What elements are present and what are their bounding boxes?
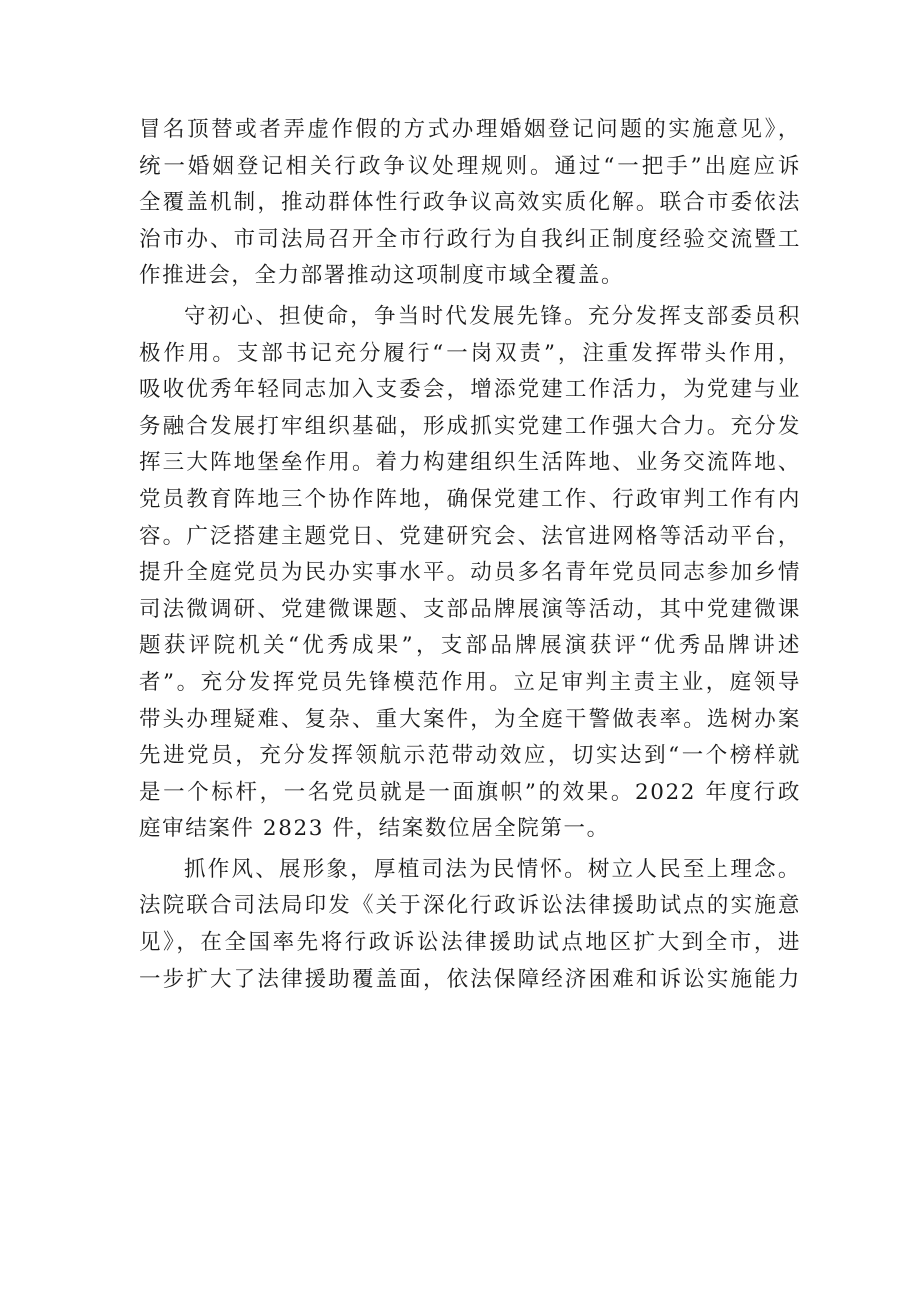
text-line: 吸收优秀年轻同志加入支委会，增添党建工作活力，为党建与业 <box>139 377 801 403</box>
text-line: 庭审结案件 2823 件，结案数位居全院第一。 <box>139 816 610 842</box>
text-line: 司法微调研、党建微课题、支部品牌展演等活动，其中党建微课 <box>139 596 801 622</box>
text-line: 极作用。支部书记充分履行“一岗双责”，注重发挥带头作用， <box>139 340 801 366</box>
text-line: 一步扩大了法律援助覆盖面，依法保障经济困难和诉讼实施能力 <box>139 966 801 992</box>
text-line: 题获评院机关“优秀成果”，支部品牌展演获评“优秀品牌讲述 <box>139 633 801 659</box>
text-line: 务融合发展打牢组织基础，形成抓实党建工作强大合力。充分发 <box>139 413 801 439</box>
text-line: 统一婚姻登记相关行政争议处理规则。通过“一把手”出庭应诉 <box>139 153 801 179</box>
text-line: 法院联合司法局印发《关于深化行政诉讼法律援助试点的实施意 <box>139 893 801 919</box>
text-line: 者”。充分发挥党员先锋模范作用。立足审判主责主业，庭领导 <box>139 669 801 695</box>
text-line: 全覆盖机制，推动群体性行政争议高效实质化解。联合市委依法 <box>139 190 801 216</box>
body-text <box>139 112 801 998</box>
text-line: 治市办、市司法局召开全市行政行为自我纠正制度经验交流暨工 <box>139 226 801 252</box>
text-line: 守初心、担使命，争当时代发展先锋。充分发挥支部委员积 <box>184 303 801 329</box>
text-line: 是一个标杆，一名党员就是一面旗帜”的效果。2022 年度行政 <box>139 779 801 805</box>
text-line: 挥三大阵地堡垒作用。着力构建组织生活阵地、业务交流阵地、 <box>139 450 801 476</box>
text-line: 见》，在全国率先将行政诉讼法律援助试点地区扩大到全市，进 <box>139 930 801 956</box>
text-line: 党员教育阵地三个协作阵地，确保党建工作、行政审判工作有内 <box>139 486 801 512</box>
text-line: 提升全庭党员为民办实事水平。动员多名青年党员同志参加乡情 <box>139 560 801 586</box>
text-line: 冒名顶替或者弄虚作假的方式办理婚姻登记问题的实施意见》， <box>139 117 801 142</box>
text-line: 抓作风、展形象，厚植司法为民情怀。树立人民至上理念。 <box>184 856 801 882</box>
text-line: 先进党员，充分发挥领航示范带动效应，切实达到“一个榜样就 <box>139 743 801 769</box>
text-line: 带头办理疑难、复杂、重大案件，为全庭干警做表率。选树办案 <box>139 706 801 732</box>
text-line: 作推进会，全力部署推动这项制度市域全覆盖。 <box>139 263 625 289</box>
text-line: 容。广泛搭建主题党日、党建研究会、法官进网格等活动平台， <box>139 523 801 549</box>
